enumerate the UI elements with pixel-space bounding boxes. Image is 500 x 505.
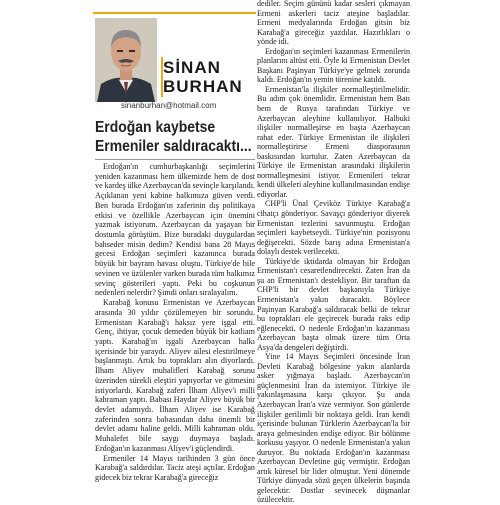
article-body-right bbox=[257, 0, 410, 505]
accent-top-rule bbox=[93, 12, 256, 14]
author-first-name: SİNAN bbox=[163, 58, 221, 77]
right-column bbox=[255, 0, 410, 505]
article-paragraph: Erdoğan'ın seçimleri kazanması Ermenilerin planlarını altüst etti. Öyle ki Ermenistan Devlet Başkanı Paşinyan Türkiye'ye gelmek zorunda kaldı. Erdoğan'ın yemin törenine katıldı. bbox=[257, 46, 410, 85]
author-last-name: BURHAN bbox=[163, 77, 243, 96]
article-paragraph: CHP'li Ünal Çeviköz Türkiye Karabağ'a cihatçı gönderiyor. Savaşçı gönderiyor diyerek Ermenistan tezlerini savunmuştu. Erdoğan seçimleri kaybetseydi. Türkiye'nin pozisyonu değişecekti. Sözde barış adına Ermenistan'a dolaylı destek verilecekti. bbox=[257, 199, 410, 257]
article-body-left bbox=[95, 162, 255, 483]
article-paragraph: Türkiye'de iktidarda olmayan bir Erdoğan Ermenistan'ı cesaretlendirecekti. Zaten İran da şu an Ermenistan'ı destekliyor. Bir taraftan da CHP'li bir devlet başkanıyla Türkiye Ermenistan'a yakın duracaktı. Böylece Paşinyan Karabağ'a saldıracak belki de tekrar bu toprakları ele geçirecek burada raks edip eğlenecekti. O nedenle Erdoğan'ın kazanması Azerbaycan başta olmak üzere tüm Orta Asya'da dengeleri değiştirdi. bbox=[257, 256, 410, 352]
author-name-block bbox=[163, 58, 253, 96]
article-headline: Erdoğan kaybetse Ermeniler saldıracaktı... bbox=[95, 119, 252, 155]
article-paragraph: Yine 14 Mayıs Seçimleri öncesinde İran Devleti Karabağ bölgesine yakın alanlarda asker yığmaya başladı. Azerbaycan'ın güçlenmesini İran da istemiyor. Türkiye ile yakınlaşmasına karşı çıkıyor. Şu anda Azerbaycan İran'a vize vermiyor. Son günlerde ilişkiler gerilimli bir noktaya geldi. İran kendi içerisinde bulunan Türklerin Azerbaycan'la bir araya gelmesinden endişe ediyor. Bir bölünme korkusu yaşıyor. O nedenle Ermenistan'a yakın duruyor. Bu noktada Erdoğan'ın kazanması Azerbaycan Devletine güç vermiştir. Erdoğan artık küresel bir lider olmuştur. Yeni dönemde Türkiye dünyada sözü geçen ülkelerin başında gelecektir. Dostlar sevinecek düşmanlar üzülecektir. bbox=[257, 352, 410, 505]
article-paragraph: Karabağ konusu Ermenistan ve Azerbaycan arasında 30 yıldır çözülemeyen bir sorundu. Ermenistan Karabağ'ı haksız yere işgal etti. Genç, ihtiyar, çocuk demeden büyük bir katliam yaptı. Karabağ'ın işgali Azerbaycan halkı içerisinde bir yaraydı. Aliyev ailesi elestirilmeye başlanmıştı. Artık bu toprakları alın diyorlardı. İlham Aliyev muhalifleri Karabağ sorunu üzerinden sürekli eleştiri yapıyorlar ve gitmesini istiyorlardı. Karabağ zaferi İlham Aliyev'i milli kahraman yaptı. Babası Haydar Aliyev büyük bir devlet adamıydı. İlham Aliyev ise Karabağ zaferinden sonra babasından daha önemli bir devlet adamı haline geldi. Milli kahraman oldu. Muhalefet bile saygı duymaya başladı. Erdoğan'ın kazanması Aliyev'i güçlendirdi. bbox=[95, 298, 255, 453]
article-paragraph: Erdoğan'ın cumhurbaşkanlığı seçimlerini yeniden kazanması hem ülkemizde hem de dost ve kardeş ülke Azerbaycan'da sevinçle karşılandı. Açıklanan yeni kabine halkımıza güven verdi. Ben burada Erdoğan'ın zaferinin dış politikaya etkisi ve özellikle Azerbaycan için önemini yazmak istiyorum. Azerbaycan da yaşayan bir dostumla görüştüm. Bize buradaki duygulardan bahseder misin dedim? Kendisi bana 28 Mayıs gecesi Erdoğan seçimleri kazanınca burada büyük bir bayram havası oluştu. Türkiye'de bile sevinen ve üzülenler varken burada tüm halkımız sevinç gösterileri yaptı. Peki bu coşkunun nedenleri nelerdir? Şimdi onları sıralayalım. bbox=[95, 162, 255, 298]
author-photo bbox=[95, 18, 157, 102]
article-paragraph: dediler. Seçim gününü kadar sesleri çıkmayan Ermeni askerleri taciz ateşine başladılar. Ermeni medyalarında Erdoğan gitsin biz Karabağ'a gireceğiz yazdılar. Hazırlıkları o yönde idi. bbox=[257, 0, 410, 47]
left-column bbox=[93, 0, 256, 500]
article-paragraph: Ermeniler 14 Mayıs tarihinden 3 gün önce Karabağ'a saldırdılar. Taciz ateşi açtılar. Erdoğan gidecek biz tekrar Karabağ'a gireceğiz bbox=[95, 453, 255, 482]
article-paragraph: Ermenistan'la ilişkiler normalleştirilmelidir. Bu adım çok önemlidir. Ermenistan hem Batı hem de Rusya tarafından Türkiye ve Azerbaycan aleyhine kullanılıyor. Halbuki ilişkiler normalleşirse en başta Azerbaycan rahat eder. Türkiye Ermenistan ile ilişkileri normalleştirirse Ermeni diasporasının baskısından kurtulur. Zaten Azerbaycan da Türkiye ile Ermenistan arasındaki ilişkilerin normalleşmesini istiyor. Ermenileri tekrar kendi ülkeleri aleyhine kullanılmasından endişe ediyorlar. bbox=[257, 84, 410, 199]
author-email[interactable]: sinanburhan@hotmail.com bbox=[121, 101, 217, 110]
headline-divider bbox=[95, 159, 255, 160]
